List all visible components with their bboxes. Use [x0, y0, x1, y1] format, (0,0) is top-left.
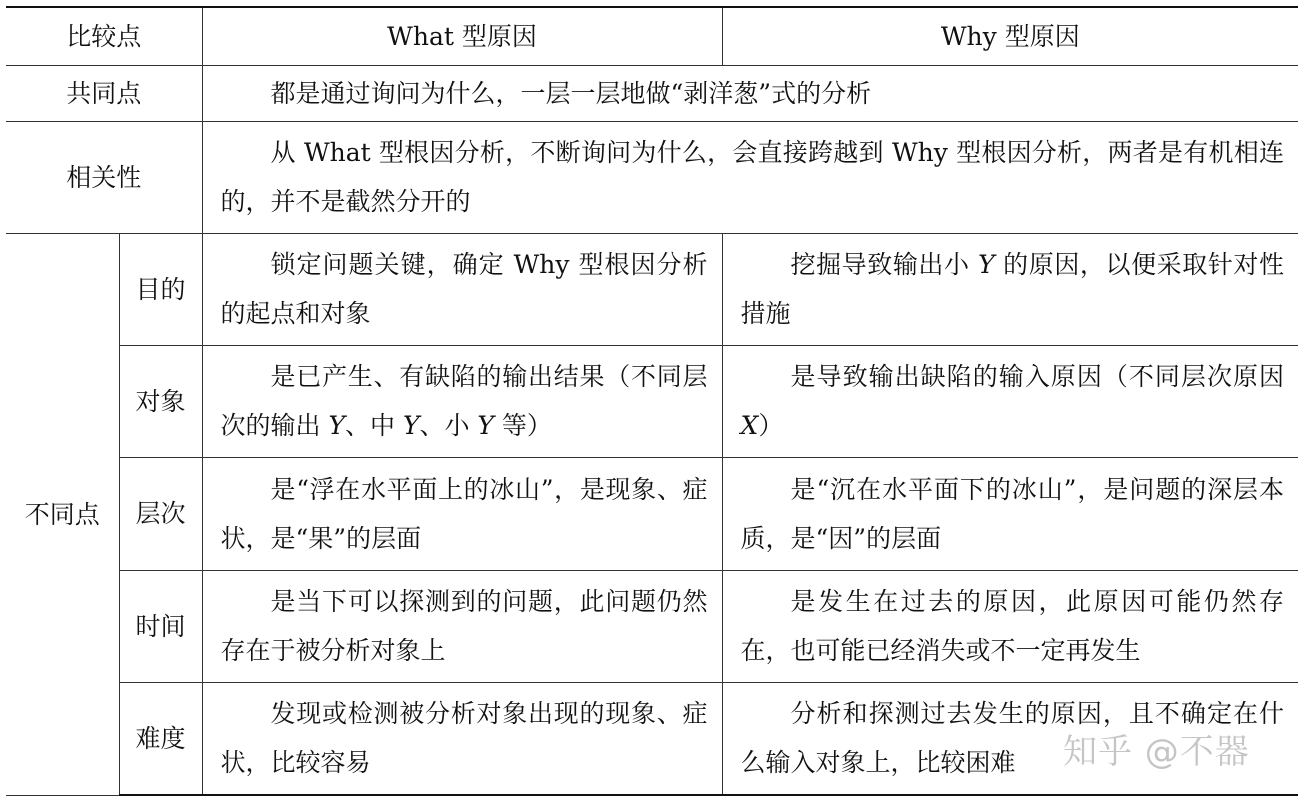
what-cause-cell: 发现或检测被分析对象出现的现象、症状，比较容易 [202, 682, 722, 795]
italic-variable: X [740, 411, 759, 440]
relevance-label: 相关性 [6, 121, 202, 233]
differences-label: 不同点 [6, 233, 119, 795]
difference-row [6, 570, 1298, 682]
relevance-text: 从 What 型根因分析，不断询问为什么，会直接跨越到 Why 型根因分析，两者是有机相连的，并不是截然分开的 [202, 121, 1298, 233]
common-label: 共同点 [6, 65, 202, 121]
italic-variable: Y [978, 250, 995, 279]
header-row [6, 7, 1298, 65]
what-cause-cell: 锁定问题关键，确定 Why 型根因分析的起点和对象 [202, 233, 722, 345]
aspect-label: 时间 [119, 570, 202, 682]
italic-variable: Y [477, 411, 494, 440]
aspect-label: 层次 [119, 457, 202, 570]
why-cause-cell: 挖掘导致输出小 Y 的原因，以便采取针对性措施 [722, 233, 1298, 345]
what-cause-cell: 是当下可以探测到的问题，此问题仍然存在于被分析对象上 [202, 570, 722, 682]
zhihu-watermark: 知乎 @不器 [1063, 732, 1250, 772]
relevance-row [6, 121, 1298, 233]
header-what-cause: What 型原因 [202, 7, 722, 65]
why-cause-cell: 是“沉在水平面下的冰山”，是问题的深层本质，是“因”的层面 [722, 457, 1298, 570]
header-compare-point: 比较点 [6, 7, 202, 65]
difference-row [6, 233, 1298, 345]
why-cause-cell: 是导致输出缺陷的输入原因（不同层次原因 X） [722, 345, 1298, 457]
common-text: 都是通过询问为什么，一层一层地做“剥洋葱”式的分析 [202, 65, 1298, 121]
italic-variable: Y [402, 411, 420, 440]
difference-row [6, 457, 1298, 570]
what-cause-cell: 是“浮在水平面上的冰山”，是现象、症状，是“果”的层面 [202, 457, 722, 570]
why-cause-cell: 分析和探测过去发生的原因，且不确定在什么输入对象上，比较困难 [722, 682, 1298, 795]
aspect-label: 目的 [119, 233, 202, 345]
common-row [6, 65, 1298, 121]
aspect-label: 难度 [119, 682, 202, 795]
difference-row [6, 345, 1298, 457]
aspect-label: 对象 [119, 345, 202, 457]
header-why-cause: Why 型原因 [722, 7, 1298, 65]
what-cause-cell: 是已产生、有缺陷的输出结果（不同层次的输出 Y、中 Y、小 Y 等） [202, 345, 722, 457]
why-cause-cell: 是发生在过去的原因，此原因可能仍然存在，也可能已经消失或不一定再发生 [722, 570, 1298, 682]
comparison-table [6, 6, 1298, 796]
italic-variable: Y [328, 411, 345, 440]
